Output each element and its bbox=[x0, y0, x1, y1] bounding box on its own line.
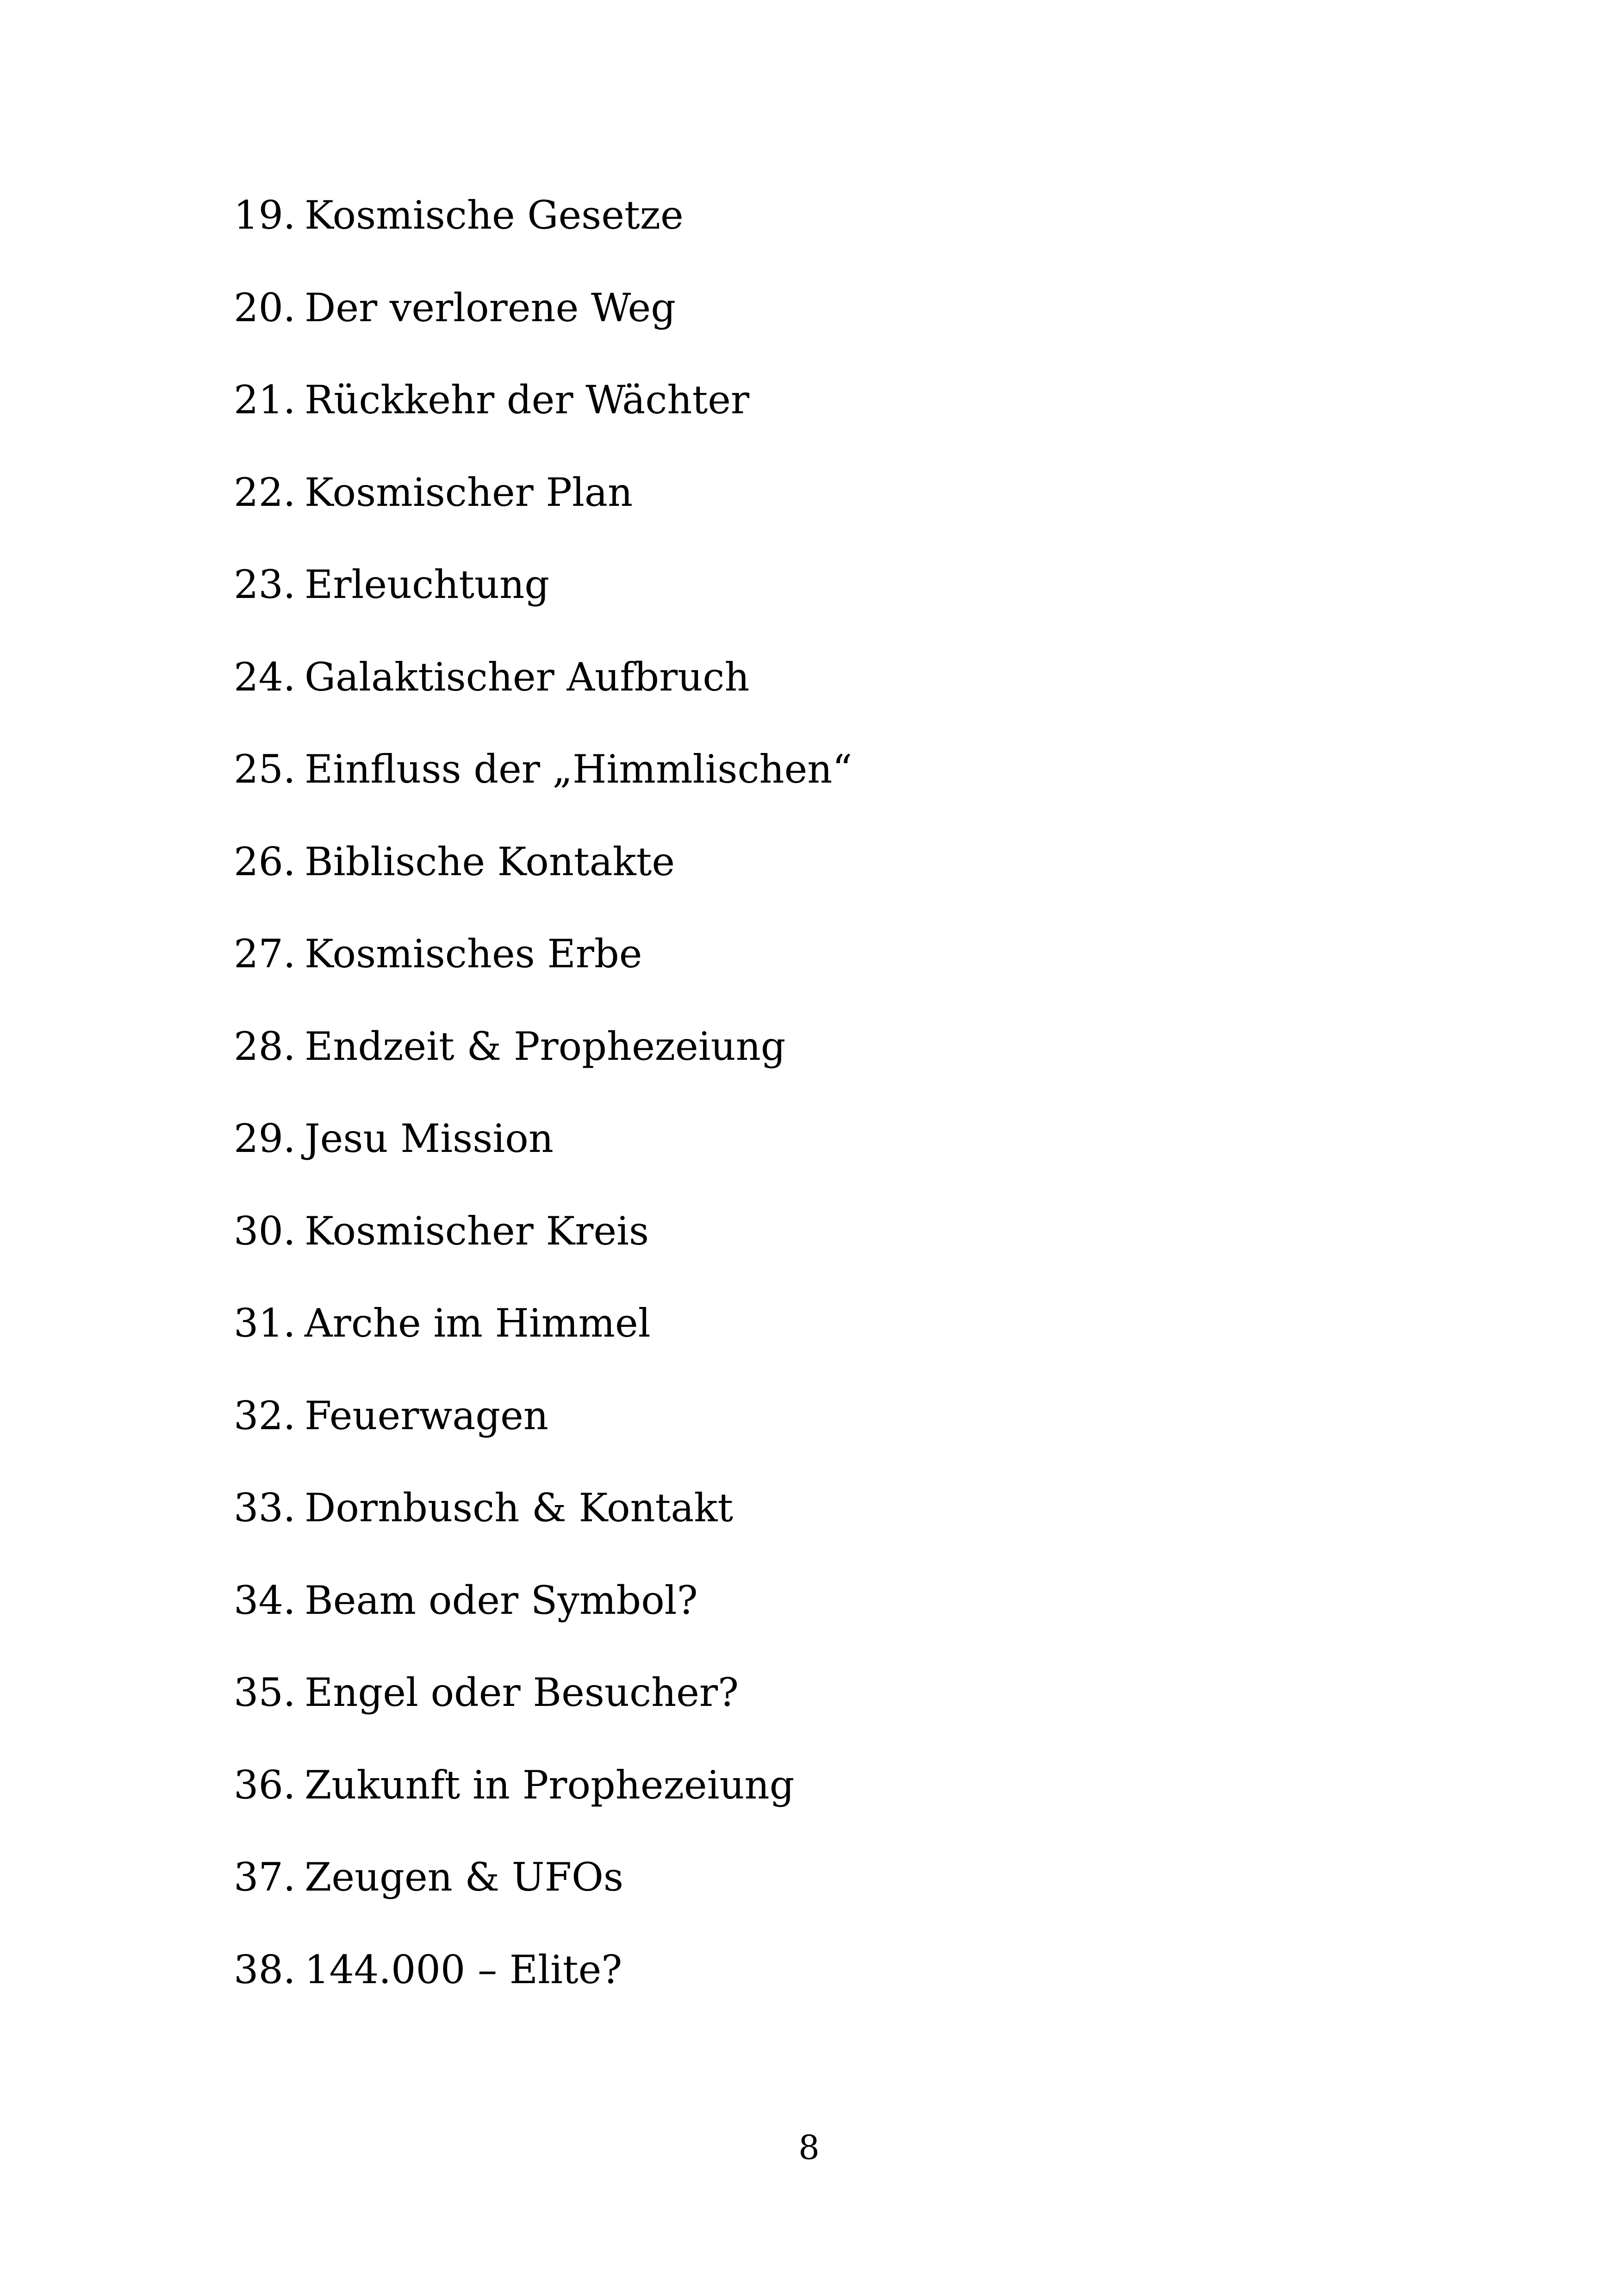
toc-entry bbox=[234, 1113, 852, 1206]
toc-entry-title: Einfluss der „Himmlischen“ bbox=[305, 747, 853, 792]
toc-entry-number: 28. bbox=[234, 1023, 296, 1069]
toc-entry bbox=[234, 1482, 852, 1575]
toc-entry-title: Galaktischer Aufbruch bbox=[305, 654, 750, 700]
toc-entry bbox=[234, 1298, 852, 1390]
toc-entry-number: 31. bbox=[234, 1300, 296, 1346]
toc-entry-number: 21. bbox=[234, 377, 296, 423]
toc-entry-title: Der verlorene Weg bbox=[305, 285, 676, 330]
toc-entry bbox=[234, 836, 852, 929]
toc-entry-title: Erleuchtung bbox=[305, 562, 550, 607]
toc-entry-title: Feuerwagen bbox=[305, 1393, 548, 1438]
toc-entry bbox=[234, 467, 852, 560]
toc-entry-number: 22. bbox=[234, 469, 296, 515]
toc-entry-title: Arche im Himmel bbox=[305, 1300, 651, 1346]
toc-entry-number: 29. bbox=[234, 1116, 296, 1161]
table-of-contents bbox=[234, 190, 852, 2036]
toc-entry-title: Rückkehr der Wächter bbox=[305, 377, 750, 423]
toc-entry bbox=[234, 1021, 852, 1114]
toc-entry bbox=[234, 1852, 852, 1944]
toc-entry-title: Kosmischer Plan bbox=[305, 469, 633, 515]
toc-entry-number: 32. bbox=[234, 1393, 296, 1438]
toc-entry-number: 36. bbox=[234, 1762, 296, 1808]
toc-entry bbox=[234, 652, 852, 744]
toc-entry bbox=[234, 928, 852, 1021]
toc-entry bbox=[234, 1667, 852, 1760]
toc-entry-number: 37. bbox=[234, 1854, 296, 1900]
toc-entry bbox=[234, 1575, 852, 1668]
toc-entry-title: Zeugen & UFOs bbox=[305, 1854, 623, 1900]
toc-entry-title: Kosmischer Kreis bbox=[305, 1208, 649, 1254]
toc-entry-number: 33. bbox=[234, 1485, 296, 1531]
toc-entry bbox=[234, 374, 852, 467]
toc-entry bbox=[234, 190, 852, 282]
toc-entry-title: Jesu Mission bbox=[305, 1116, 554, 1161]
toc-entry-title: Biblische Kontakte bbox=[305, 839, 675, 884]
toc-entry bbox=[234, 744, 852, 836]
toc-entry-number: 30. bbox=[234, 1208, 296, 1254]
toc-entry bbox=[234, 282, 852, 375]
toc-entry-number: 35. bbox=[234, 1670, 296, 1715]
toc-entry-number: 25. bbox=[234, 747, 296, 792]
toc-entry-number: 26. bbox=[234, 839, 296, 884]
toc-entry bbox=[234, 1206, 852, 1298]
toc-entry-number: 27. bbox=[234, 931, 296, 977]
toc-entry bbox=[234, 1390, 852, 1483]
toc-entry-title: Zukunft in Prophezeiung bbox=[305, 1762, 795, 1808]
toc-entry-number: 20. bbox=[234, 285, 296, 330]
toc-entry-number: 23. bbox=[234, 562, 296, 607]
toc-entry-title: 144.000 – Elite? bbox=[305, 1947, 622, 1992]
toc-entry bbox=[234, 559, 852, 652]
toc-entry-number: 24. bbox=[234, 654, 296, 700]
toc-entry-title: Engel oder Besucher? bbox=[305, 1670, 739, 1715]
toc-entry-number: 34. bbox=[234, 1577, 296, 1623]
page-number: 8 bbox=[798, 2128, 820, 2167]
toc-entry-title: Dornbusch & Kontakt bbox=[305, 1485, 734, 1531]
toc-entry-title: Beam oder Symbol? bbox=[305, 1577, 698, 1623]
toc-entry bbox=[234, 1944, 852, 2037]
toc-entry-title: Kosmische Gesetze bbox=[305, 193, 684, 238]
toc-entry-title: Endzeit & Prophezeiung bbox=[305, 1023, 786, 1069]
toc-entry bbox=[234, 1760, 852, 1852]
toc-entry-number: 38. bbox=[234, 1947, 296, 1992]
toc-entry-title: Kosmisches Erbe bbox=[305, 931, 642, 977]
toc-entry-number: 19. bbox=[234, 193, 296, 238]
